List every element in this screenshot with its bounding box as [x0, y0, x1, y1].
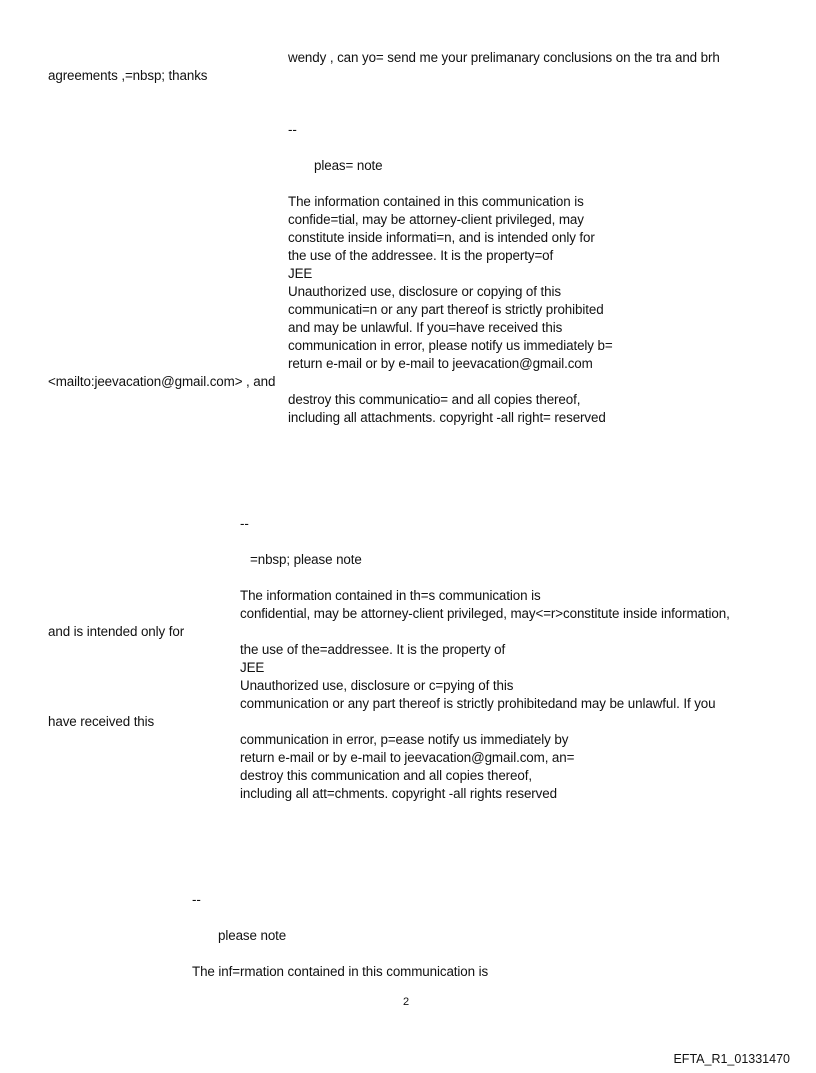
disclaimer-line: communication in error, please notify us immediately b= — [288, 338, 613, 353]
disclaimer-line: constitute inside informati=n, and is intended only for — [288, 230, 595, 245]
disclaimer-line: confide=tial, may be attorney-client privileged, may — [288, 212, 584, 227]
disclaimer-line: including all attachments. copyright -all right= reserved — [288, 410, 606, 425]
signature-separator: -- — [288, 122, 297, 137]
disclaimer-line-wrap: have received this — [48, 714, 155, 729]
disclaimer-line-wrap: and is intended only for — [48, 624, 185, 639]
page-number: 2 — [403, 996, 410, 1008]
disclaimer-line: the use of the addressee. It is the property=of — [288, 248, 554, 263]
disclaimer-line: destroy this communicatio= and all copies thereof, — [288, 392, 581, 407]
disclaimer-line: The inf=rmation contained in this communication is — [192, 964, 489, 979]
signature-separator: -- — [240, 516, 249, 531]
disclaimer-line: Unauthorized use, disclosure or copying of this — [288, 284, 561, 299]
disclaimer-line: communication in error, p=ease notify us immediately by — [240, 732, 569, 747]
disclaimer-line: communicati=n or any part thereof is strictly prohibited — [288, 302, 604, 317]
email-request-line: wendy , can yo= send me your prelimanary conclusions on the tra and brh — [288, 50, 720, 65]
disclaimer-line: return e-mail or by e-mail to jeevacation@gmail.com, an= — [240, 750, 575, 765]
disclaimer-line: including all att=chments. copyright -all rights reserved — [240, 786, 557, 801]
disclaimer-line: return e-mail or by e-mail to jeevacation@gmail.com — [288, 356, 593, 371]
disclaimer-line: destroy this communication and all copies thereof, — [240, 768, 532, 783]
disclaimer-line: JEE — [288, 266, 313, 281]
disclaimer-heading: =nbsp; please note — [250, 552, 362, 567]
disclaimer-line: JEE — [240, 660, 265, 675]
email-request-line-wrap: agreements ,=nbsp; thanks — [48, 68, 208, 83]
disclaimer-line: The information contained in th=s communication is — [240, 588, 541, 603]
disclaimer-heading: pleas= note — [314, 158, 383, 173]
disclaimer-line: communication or any part thereof is strictly prohibitedand may be unlawful. If you — [240, 696, 716, 711]
disclaimer-line: the use of the=addressee. It is the property of — [240, 642, 506, 657]
disclaimer-line: Unauthorized use, disclosure or c=pying of this — [240, 678, 514, 693]
disclaimer-line: The information contained in this communication is — [288, 194, 584, 209]
signature-separator: -- — [192, 892, 201, 907]
document-id: EFTA_R1_01331470 — [673, 1052, 790, 1066]
disclaimer-heading: please note — [218, 928, 287, 943]
disclaimer-line: confidential, may be attorney-client privileged, may<=r>constitute inside information, — [240, 606, 730, 621]
mailto-link-text: <mailto:jeevacation@gmail.com> , and — [48, 374, 276, 389]
disclaimer-line: and may be unlawful. If you=have received this — [288, 320, 563, 335]
